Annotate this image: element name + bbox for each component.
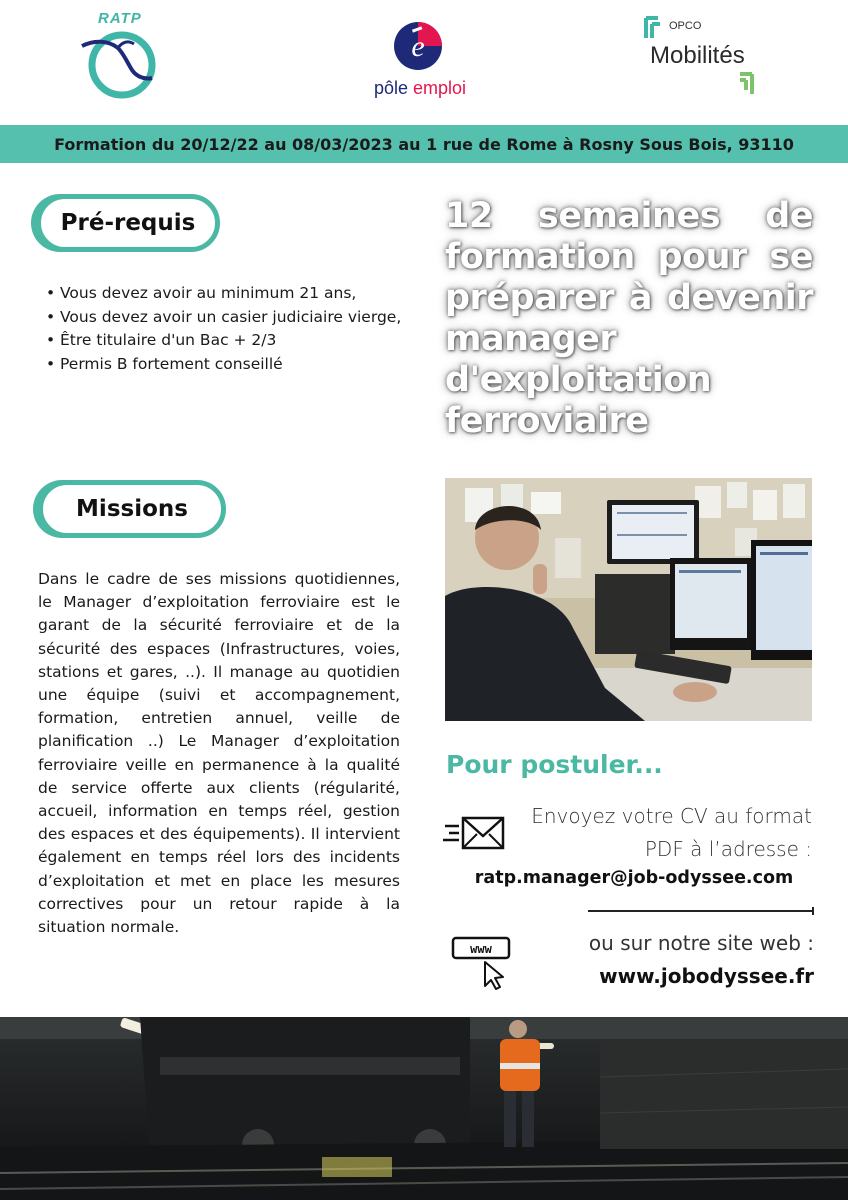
website-link[interactable]: www.jobodyssee.fr xyxy=(599,964,814,988)
office-illustration xyxy=(445,478,812,721)
apply-line-2: PDF à l’adresse : xyxy=(644,837,812,861)
missions-heading xyxy=(38,480,226,538)
apply-line-1: Envoyez votre CV au format xyxy=(531,804,812,828)
pole-emploi-logo xyxy=(360,18,480,100)
pole-emploi-text-2: emploi xyxy=(413,78,467,98)
missions-title: Missions xyxy=(76,496,188,522)
list-item: • Vous devez avoir au minimum 21 ans, xyxy=(42,282,414,306)
tunnel-photo xyxy=(0,1017,848,1200)
missions-description: Dans le cadre de ses missions quotidiennes, le Manager d’exploitation ferroviaire est le garant de la sécurité ferroviaire et de la sécurité des espaces (Infrastructures, voies, stations et gares, ..). Il manage au quotidien une équipe (suivi et accompagnement, formation, entretien annuel, veille de planification ..) Le Manager d’exploitation ferroviaire veille en permanence à la qualité de service offerte aux clients (régularité, accueil, information en temps réel, gestion des espaces et des équipements). Il intervient également en temps réel lors des incidents d’exploitation et met en place les mesures correctives pour un retour rapide à la situation normale. xyxy=(38,570,400,937)
apply-instructions xyxy=(510,800,812,866)
svg-text:www: www xyxy=(470,942,492,956)
prerequisites-heading xyxy=(36,194,220,252)
svg-text:e: e xyxy=(411,30,425,63)
prerequisites-list xyxy=(42,282,414,376)
list-item: • Vous devez avoir un casier judiciaire vierge, xyxy=(42,306,414,330)
opco-small-text: OPCO xyxy=(669,20,702,32)
pole-emploi-text-1: pôle xyxy=(373,78,413,98)
list-item: • Permis B fortement conseillé xyxy=(42,353,414,377)
page-title: 12 semaines de formation pour se préparer à devenir manager d'exploitation ferroviaire xyxy=(445,196,813,441)
web-label: ou sur notre site web : xyxy=(588,931,814,955)
www-cursor-icon xyxy=(451,934,513,990)
opco-mobilites-logo xyxy=(640,16,770,100)
opco-big-text: Mobilités xyxy=(650,42,745,69)
prerequisites-title: Pré-requis xyxy=(60,210,196,236)
apply-title: Pour postuler... xyxy=(446,750,663,779)
training-dates-banner xyxy=(0,125,848,163)
banner-text: Formation du 20/12/22 au 08/03/2023 au 1 rue de Rome à Rosny Sous Bois, 93110 xyxy=(54,134,794,154)
list-item: • Être titulaire d'un Bac + 2/3 xyxy=(42,329,414,353)
divider xyxy=(588,910,814,912)
envelope-fast-icon xyxy=(443,812,507,856)
email-link[interactable]: ratp.manager@job-odyssee.com xyxy=(474,868,794,888)
pole-emploi-wordmark xyxy=(360,78,480,99)
pole-emploi-emblem-icon xyxy=(360,18,480,78)
office-photo xyxy=(445,478,812,721)
ratp-logo xyxy=(80,10,170,100)
ratp-logo-text: RATP xyxy=(98,10,142,27)
tunnel-illustration xyxy=(0,1017,848,1200)
